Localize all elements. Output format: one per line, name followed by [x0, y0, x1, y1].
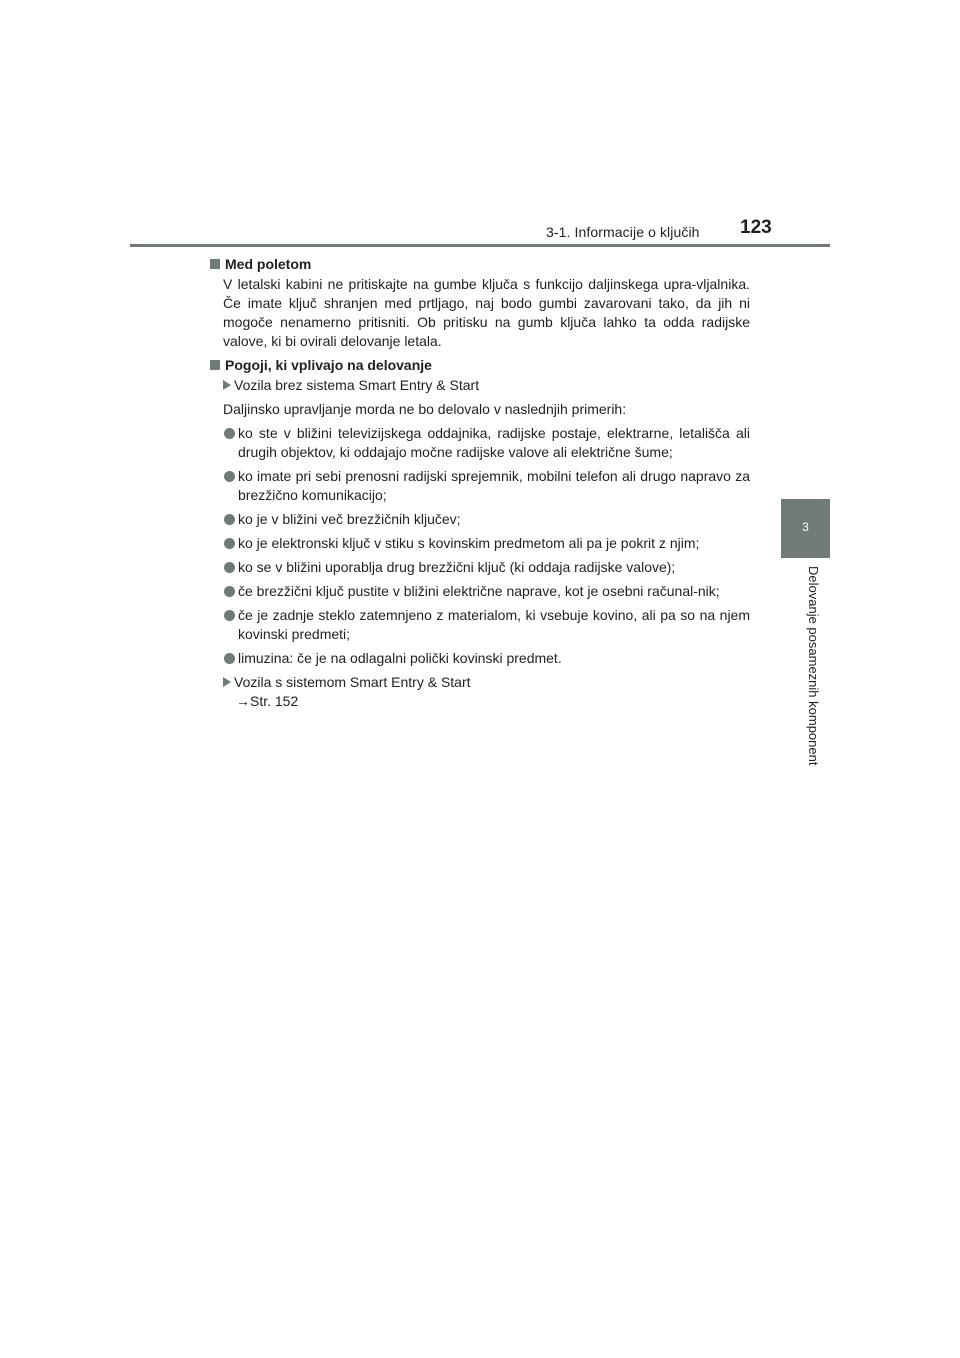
list-item-text: ko ste v bližini televizijskega oddajnika, radijske postaje, elektrarne, letališča ali drugih objektov, ki oddajajo močne radijske valove ali električne šume; [238, 425, 750, 460]
triangle-marker-icon [223, 677, 231, 687]
circle-bullet-icon [224, 471, 235, 482]
header-divider [130, 244, 830, 247]
list-item [210, 649, 750, 668]
section-heading-in-flight [210, 255, 750, 274]
subheading-with-smart-entry [223, 673, 750, 692]
list-item-text: če brezžični ključ pustite v bližini električne naprave, kot je osebni računal-nik; [238, 583, 720, 599]
chapter-label: Delovanje posameznih komponent [806, 566, 821, 766]
list-item-text: ko se v bližini uporablja drug brezžični ključ (ki oddaja radijske valove); [238, 559, 676, 575]
chapter-tab [781, 499, 830, 558]
list-item [210, 510, 750, 529]
list-item-text: če je zadnje steklo zatemnjeno z materialom, ki vsebuje kovino, ali pa so na njem kovinski predmeti; [238, 607, 750, 642]
circle-bullet-icon [224, 653, 235, 664]
page-reference-link[interactable]: →Str. 152 [236, 693, 299, 709]
subheading-text: Vozila brez sistema Smart Entry & Start [234, 377, 480, 393]
page-content [210, 252, 750, 716]
list-item [210, 606, 750, 644]
heading-text: Pogoji, ki vplivajo na delovanje [225, 357, 432, 373]
subheading-text: Vozila s sistemom Smart Entry & Start [234, 674, 471, 690]
subheading-without-smart-entry [223, 376, 750, 395]
intro-text: Daljinsko upravljanje morda ne bo delovalo v naslednjih primerih: [223, 401, 627, 417]
circle-bullet-icon [224, 538, 235, 549]
list-item [210, 558, 750, 577]
circle-bullet-icon [224, 586, 235, 597]
section-title: 3-1. Informacije o ključih [546, 224, 700, 240]
list-item-text: ko je elektronski ključ v stiku s kovinskim predmetom ali pa je pokrit z njim; [238, 535, 700, 551]
chapter-number: 3 [802, 520, 809, 534]
circle-bullet-icon [224, 514, 235, 525]
in-flight-paragraph: V letalski kabini ne pritiskajte na gumbe ključa s funkcijo daljinskega upra-vljalnika. Če imate ključ shranjen med prtljago, naj bodo gumbi zavarovani tako, da jih ni mogoče nenamerno pritisniti. Ob pritisku na gumb ključa lahko ta odda radijske valove, ki bi ovirali delovanje letala. [223, 276, 750, 349]
heading-text: Med poletom [225, 256, 312, 272]
list-item [210, 467, 750, 505]
list-item [210, 582, 750, 601]
list-item-text: limuzina: če je na odlagalni polički kovinski predmet. [238, 650, 562, 666]
page-number: 123 [740, 217, 772, 238]
list-item [210, 534, 750, 553]
list-item [210, 424, 750, 462]
triangle-marker-icon [223, 380, 231, 390]
square-bullet-icon [210, 360, 220, 370]
circle-bullet-icon [224, 562, 235, 573]
circle-bullet-icon [224, 610, 235, 621]
list-item-text: ko imate pri sebi prenosni radijski sprejemnik, mobilni telefon ali drugo napravo za brezžično komunikacijo; [238, 468, 750, 503]
square-bullet-icon [210, 259, 220, 269]
list-item-text: ko je v bližini več brezžičnih ključev; [238, 511, 461, 527]
circle-bullet-icon [224, 428, 235, 439]
section-heading-conditions [210, 356, 750, 375]
